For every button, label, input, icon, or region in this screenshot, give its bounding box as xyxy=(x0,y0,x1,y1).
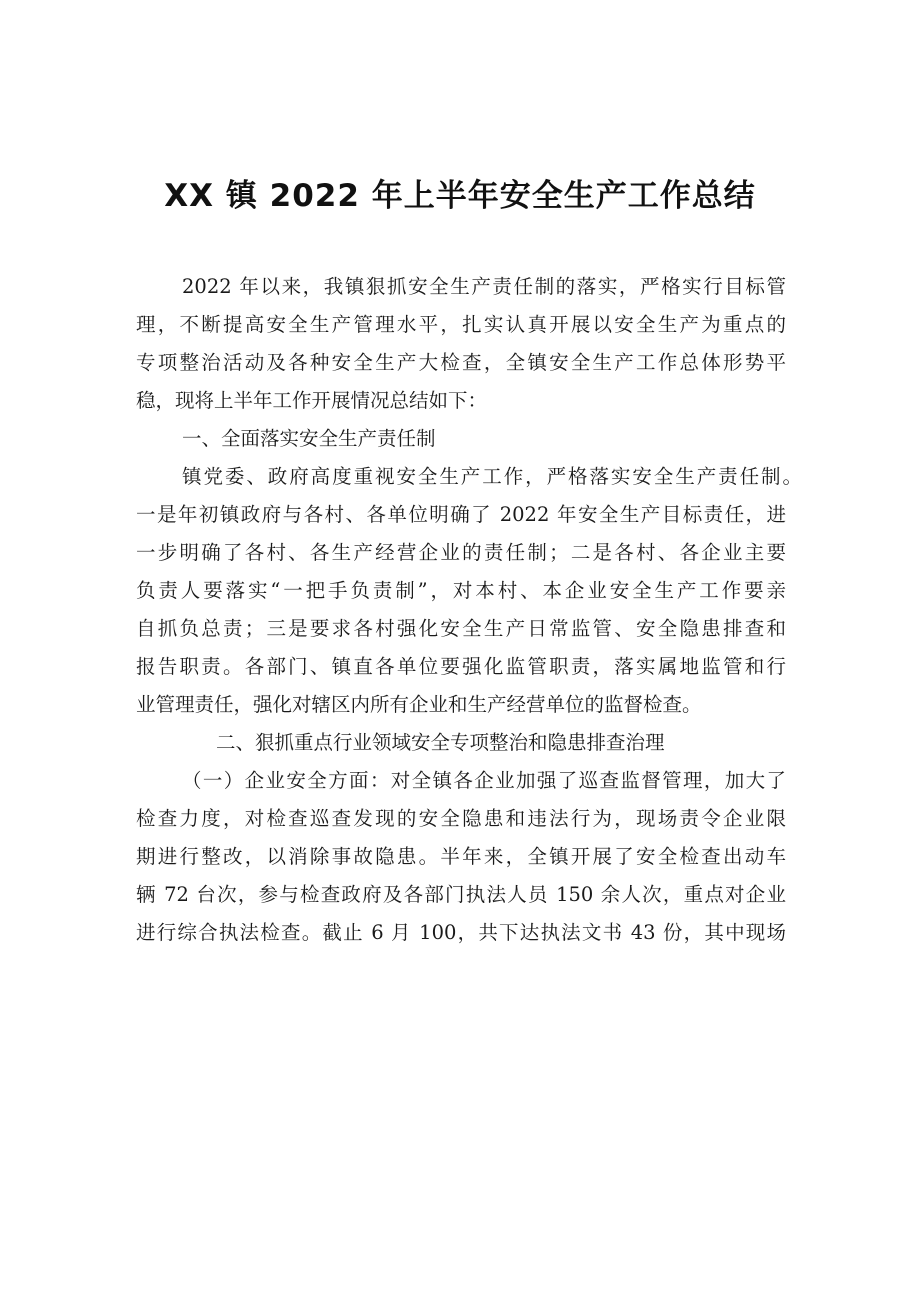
body-line: 报告职责。各部门、镇直各单位要强化监管职责，落实属地监管和行 xyxy=(136,655,786,678)
body-line: 辆 72 台次，参与检查政府及各部门执法人员 150 余人次，重点对企业 xyxy=(136,883,786,906)
body-line: 期进行整改，以消除事故隐患。半年来，全镇开展了安全检查出动车 xyxy=(136,845,786,868)
body-line: 镇党委、政府高度重视安全生产工作，严格落实安全生产责任制。 xyxy=(182,465,802,488)
section-heading-1: 一、全面落实安全生产责任制 xyxy=(182,427,436,450)
body-line: 一步明确了各村、各生产经营企业的责任制；二是各村、各企业主要 xyxy=(136,541,786,564)
document-title: XX 镇 2022 年上半年安全生产工作总结 xyxy=(164,178,756,214)
body-line: 负责人要落实“一把手负责制”，对本村、本企业安全生产工作要亲 xyxy=(136,579,786,602)
body-line: 业管理责任，强化对辖区内所有企业和生产经营单位的监督检查。 xyxy=(136,693,702,716)
body-line: （一）企业安全方面：对全镇各企业加强了巡查监督管理，加大了 xyxy=(182,769,786,792)
body-line: 自抓负总责；三是要求各村强化安全生产日常监管、安全隐患排查和 xyxy=(136,617,786,640)
body-line: 专项整治活动及各种安全生产大检查，全镇安全生产工作总体形势平 xyxy=(136,351,786,374)
body-line: 理，不断提高安全生产管理水平，扎实认真开展以安全生产为重点的 xyxy=(136,313,786,336)
body-line: 稳，现将上半年工作开展情况总结如下： xyxy=(136,389,488,412)
body-line: 2022 年以来，我镇狠抓安全生产责任制的落实，严格实行目标管 xyxy=(182,275,786,298)
body-line: 一是年初镇政府与各村、各单位明确了 2022 年安全生产目标责任，进 xyxy=(136,503,786,526)
body-line: 检查力度，对检查巡查发现的安全隐患和违法行为，现场责令企业限 xyxy=(136,807,786,830)
body-line: 进行综合执法检查。截止 6 月 100，共下达执法文书 43 份，其中现场 xyxy=(136,921,786,944)
document-body xyxy=(136,268,802,952)
section-heading-2: 二、狠抓重点行业领域安全专项整治和隐患排查治理 xyxy=(216,731,665,754)
